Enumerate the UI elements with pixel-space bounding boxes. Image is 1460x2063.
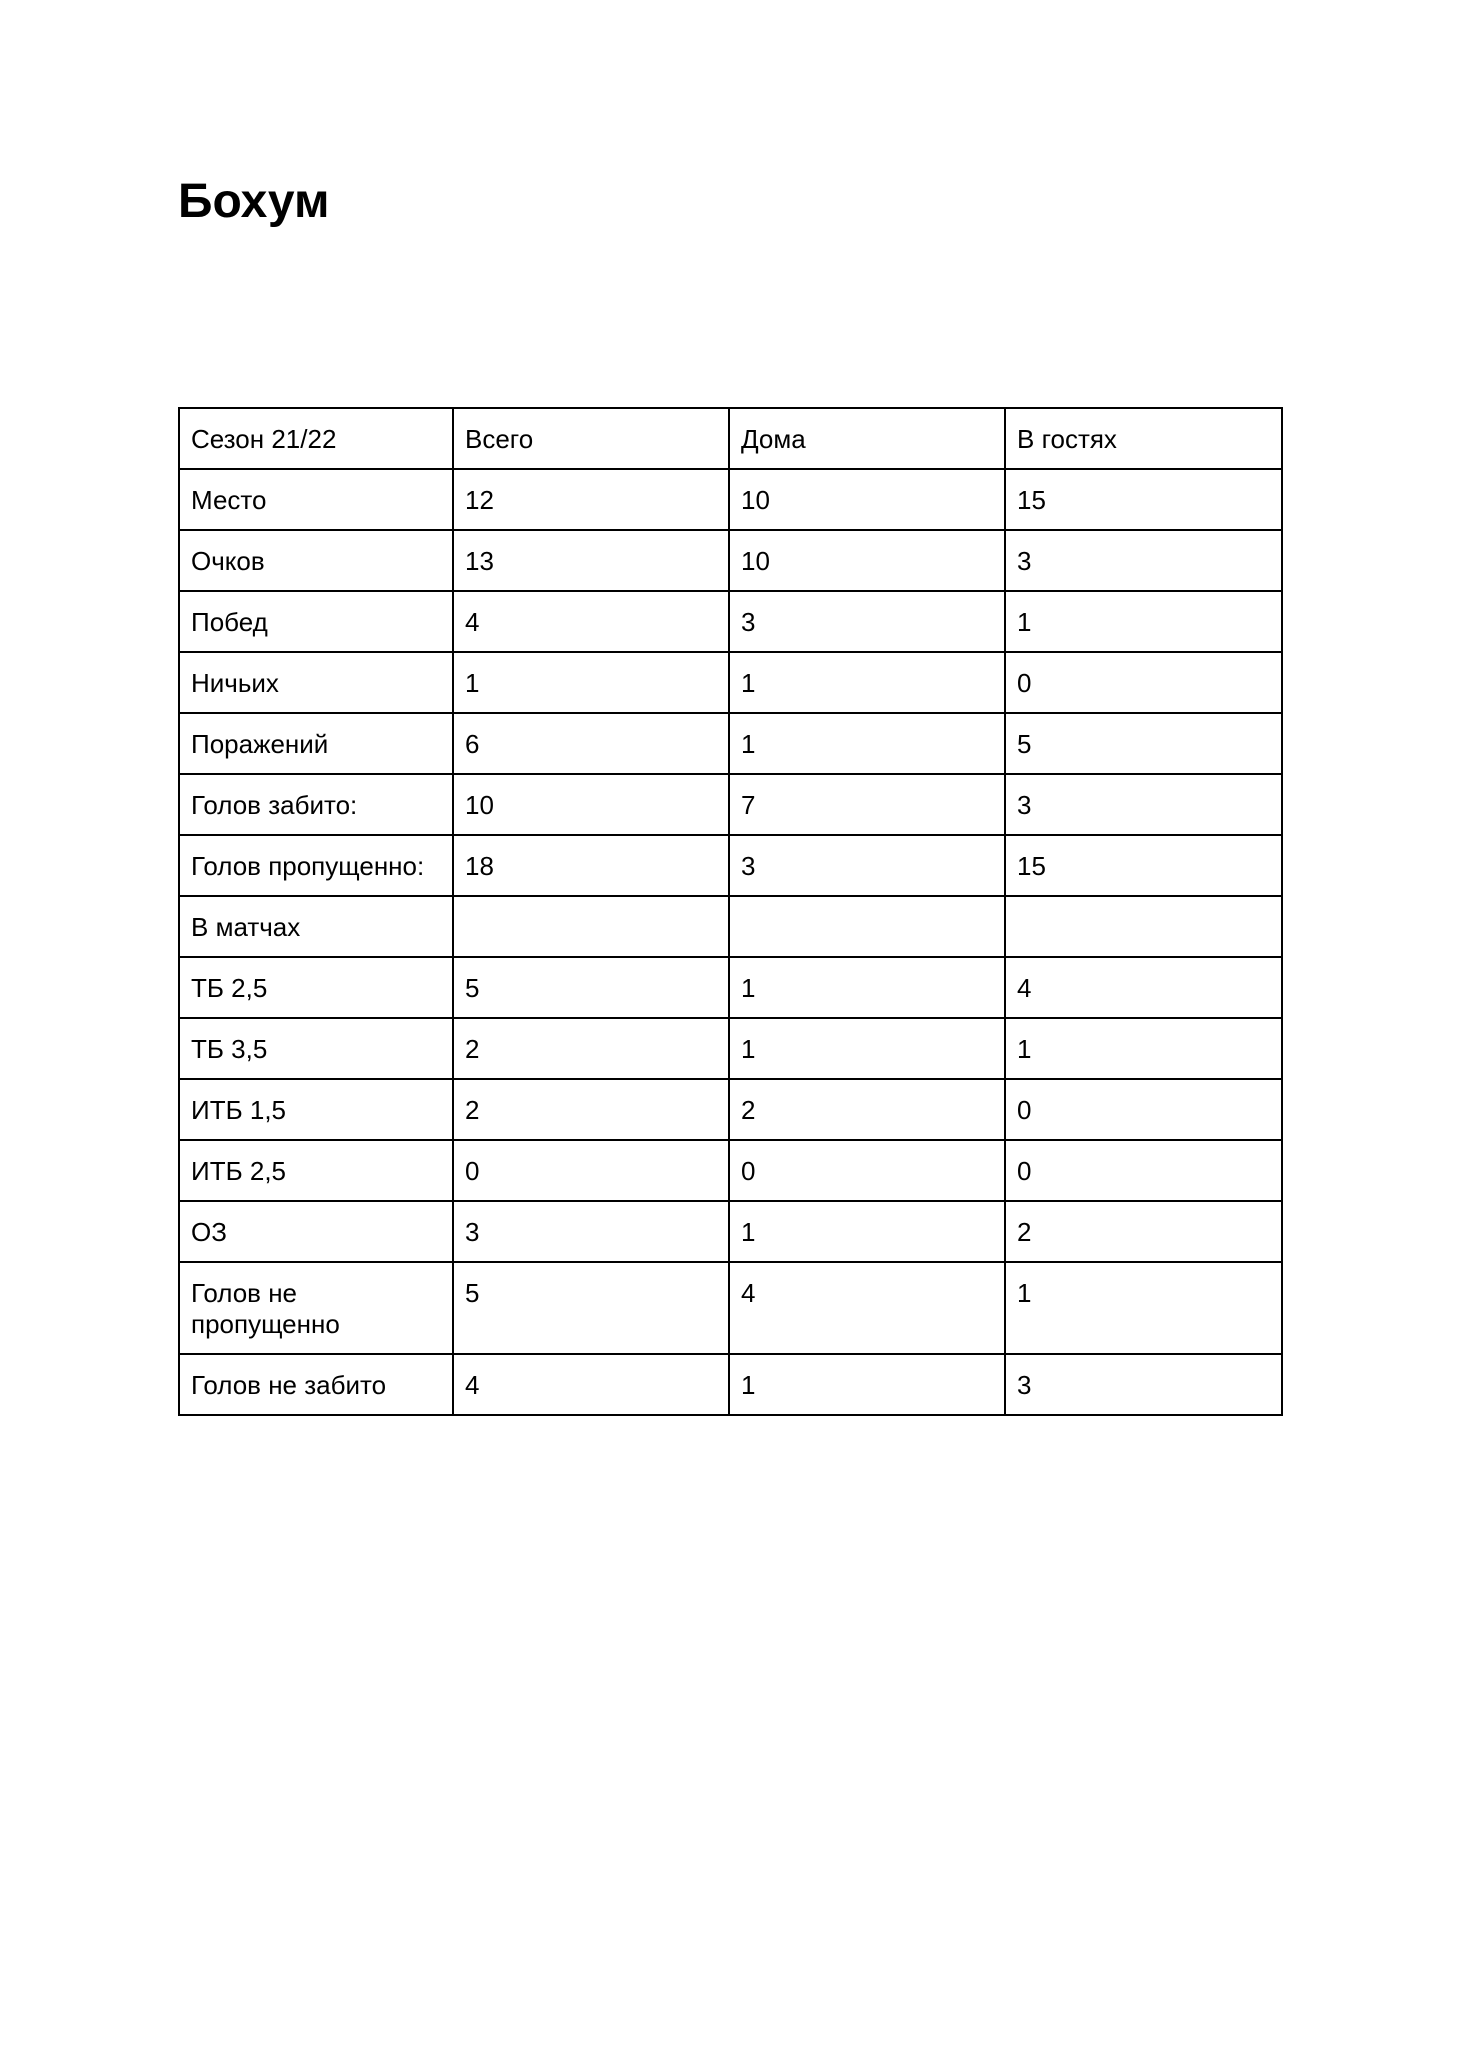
table-row	[179, 1354, 1282, 1415]
home-cell: 2	[729, 1079, 1005, 1140]
row-label: ИТБ 1,5	[179, 1079, 453, 1140]
total-cell: 5	[453, 957, 729, 1018]
row-label: Очков	[179, 530, 453, 591]
table-row	[179, 957, 1282, 1018]
total-cell: 5	[453, 1262, 729, 1354]
away-cell	[1005, 896, 1282, 957]
table-row	[179, 1201, 1282, 1262]
total-cell: 3	[453, 1201, 729, 1262]
home-cell: 1	[729, 652, 1005, 713]
away-cell: 0	[1005, 652, 1282, 713]
home-cell: 1	[729, 1018, 1005, 1079]
row-label: ТБ 2,5	[179, 957, 453, 1018]
home-cell: 3	[729, 835, 1005, 896]
home-cell: 0	[729, 1140, 1005, 1201]
total-cell: 4	[453, 591, 729, 652]
home-cell: 1	[729, 1201, 1005, 1262]
home-cell: 4	[729, 1262, 1005, 1354]
away-cell: 0	[1005, 1140, 1282, 1201]
table-row	[179, 591, 1282, 652]
row-label: Голов не пропущенно	[179, 1262, 453, 1354]
table-row	[179, 835, 1282, 896]
table-row	[179, 774, 1282, 835]
header-cell-total: Всего	[453, 408, 729, 469]
home-cell: 10	[729, 469, 1005, 530]
home-cell: 1	[729, 1354, 1005, 1415]
away-cell: 4	[1005, 957, 1282, 1018]
total-cell	[453, 896, 729, 957]
away-cell: 3	[1005, 774, 1282, 835]
header-cell-season: Сезон 21/22	[179, 408, 453, 469]
table-row	[179, 713, 1282, 774]
row-label: Побед	[179, 591, 453, 652]
away-cell: 1	[1005, 591, 1282, 652]
total-cell: 12	[453, 469, 729, 530]
table-header-row	[179, 408, 1282, 469]
total-cell: 10	[453, 774, 729, 835]
header-cell-home: Дома	[729, 408, 1005, 469]
total-cell: 18	[453, 835, 729, 896]
row-label: ОЗ	[179, 1201, 453, 1262]
table-row	[179, 1018, 1282, 1079]
row-label: В матчах	[179, 896, 453, 957]
away-cell: 5	[1005, 713, 1282, 774]
row-label: ТБ 3,5	[179, 1018, 453, 1079]
away-cell: 1	[1005, 1018, 1282, 1079]
home-cell: 7	[729, 774, 1005, 835]
row-label: Поражений	[179, 713, 453, 774]
row-label: Место	[179, 469, 453, 530]
total-cell: 2	[453, 1079, 729, 1140]
total-cell: 2	[453, 1018, 729, 1079]
away-cell: 3	[1005, 530, 1282, 591]
total-cell: 1	[453, 652, 729, 713]
table-row	[179, 530, 1282, 591]
season-stats-table	[178, 407, 1283, 1416]
home-cell: 1	[729, 713, 1005, 774]
header-cell-away: В гостях	[1005, 408, 1282, 469]
away-cell: 3	[1005, 1354, 1282, 1415]
row-label: Ничьих	[179, 652, 453, 713]
home-cell: 1	[729, 957, 1005, 1018]
row-label: Голов пропущенно:	[179, 835, 453, 896]
total-cell: 0	[453, 1140, 729, 1201]
away-cell: 2	[1005, 1201, 1282, 1262]
away-cell: 1	[1005, 1262, 1282, 1354]
row-label: ИТБ 2,5	[179, 1140, 453, 1201]
away-cell: 0	[1005, 1079, 1282, 1140]
away-cell: 15	[1005, 835, 1282, 896]
home-cell: 10	[729, 530, 1005, 591]
total-cell: 6	[453, 713, 729, 774]
home-cell: 3	[729, 591, 1005, 652]
page-title: Бохум	[178, 175, 330, 228]
table-row	[179, 1079, 1282, 1140]
table-row	[179, 1262, 1282, 1354]
table-row	[179, 652, 1282, 713]
home-cell	[729, 896, 1005, 957]
table-row	[179, 469, 1282, 530]
row-label: Голов не забито	[179, 1354, 453, 1415]
total-cell: 4	[453, 1354, 729, 1415]
table-row	[179, 1140, 1282, 1201]
away-cell: 15	[1005, 469, 1282, 530]
row-label: Голов забито:	[179, 774, 453, 835]
table-row	[179, 896, 1282, 957]
total-cell: 13	[453, 530, 729, 591]
